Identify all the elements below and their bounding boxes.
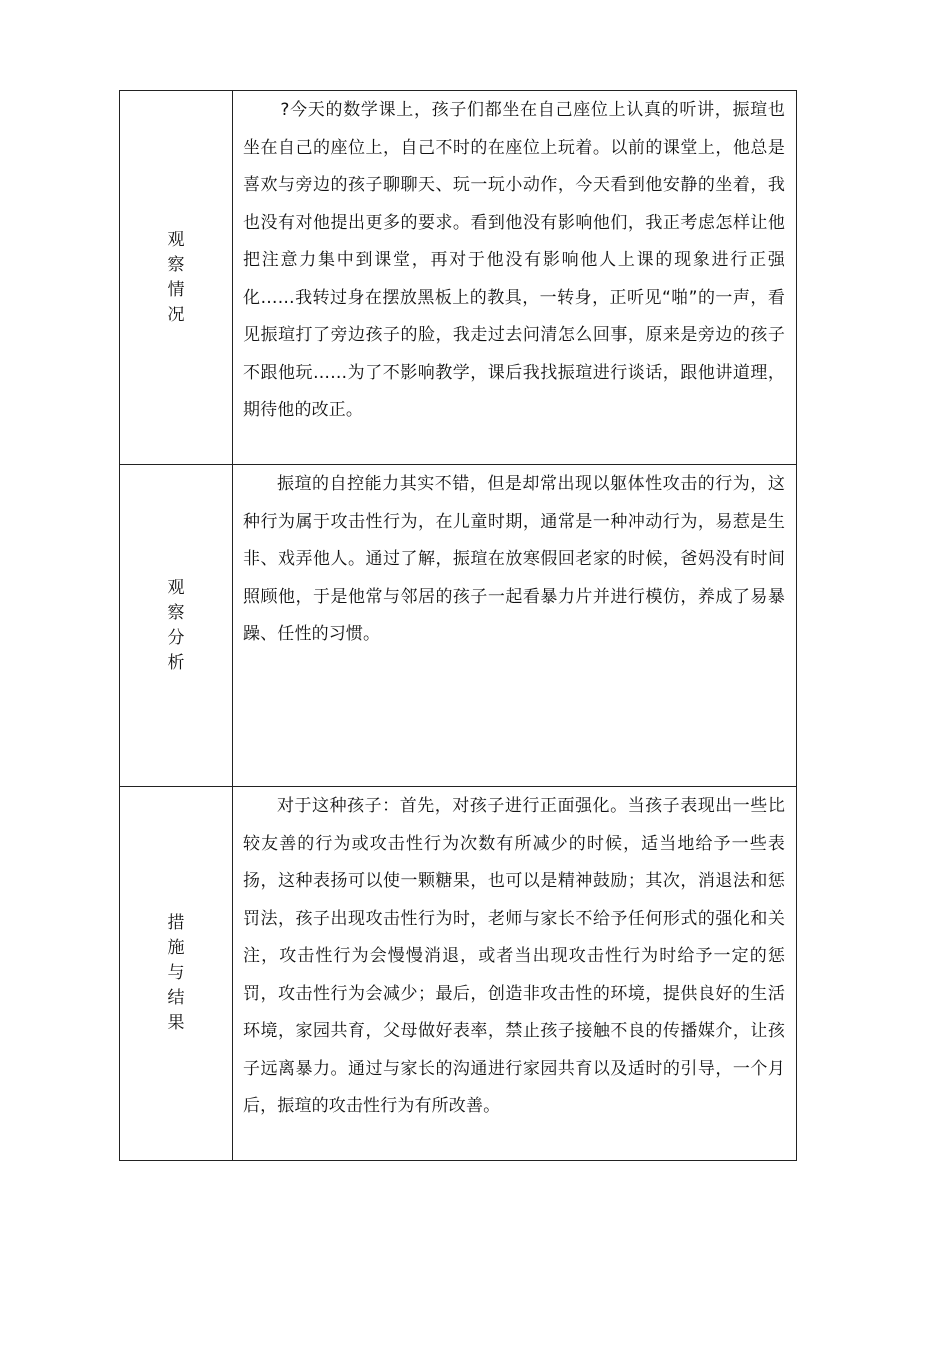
row-label-analysis: 观察分析 [167, 577, 185, 673]
observation-record-table [119, 90, 797, 1161]
observation-text: ?今天的数学课上，孩子们都坐在自己座位上认真的听讲，振瑄也坐在自己的座位上，自己不时的在座位上玩着。以前的课堂上，他总是喜欢与旁边的孩子聊聊天、玩一玩小动作，今天看到他安静的坐着，我也没有对他提出更多的要求。看到他没有影响他们，我正考虑怎样让他把注意力集中到课堂，再对于他没有影响他人上课的现象进行正强化……我转过身在摆放黑板上的教具，一转身，正听见“啪”的一声，看见振瑄打了旁边孩子的脸，我走过去问清怎么回事，原来是旁边的孩子不跟他玩……为了不影响教学，课后我找振瑄进行谈话，跟他讲道理，期待他的改正。 [243, 100, 785, 420]
table-row-observation [120, 91, 797, 465]
label-cell-analysis [120, 465, 233, 787]
measures-text: 对于这种孩子：首先，对孩子进行正面强化。当孩子表现出一些比较友善的行为或攻击性行为次数有所减少的时候，适当地给予一些表扬，这种表扬可以使一颗糖果，也可以是精神鼓励；其次，消退法和惩罚法，孩子出现攻击性行为时，老师与家长不给予任何形式的强化和关注，攻击性行为会慢慢消退，或者当出现攻击性行为时给予一定的惩罚，攻击性行为会减少；最后，创造非攻击性的环境，提供良好的生活环境，家园共育，父母做好表率，禁止孩子接触不良的传播媒介，让孩子远离暴力。通过与家长的沟通进行家园共育以及适时的引导，一个月后，振瑄的攻击性行为有所改善。 [243, 796, 785, 1116]
row-label-observation: 观察情况 [167, 229, 185, 325]
content-cell-observation [233, 91, 797, 465]
content-cell-measures [233, 787, 797, 1161]
content-cell-analysis [233, 465, 797, 787]
label-cell-measures [120, 787, 233, 1161]
table-row-measures [120, 787, 797, 1161]
row-label-measures: 措施与结果 [167, 913, 185, 1033]
label-cell-observation [120, 91, 233, 465]
table-row-analysis [120, 465, 797, 787]
analysis-text: 振瑄的自控能力其实不错，但是却常出现以躯体性攻击的行为，这种行为属于攻击性行为，在儿童时期，通常是一种冲动行为，易惹是生非、戏弄他人。通过了解，振瑄在放寒假回老家的时候，爸妈没有时间照顾他，于是他常与邻居的孩子一起看暴力片并进行模仿，养成了易暴躁、任性的习惯。 [243, 474, 785, 644]
